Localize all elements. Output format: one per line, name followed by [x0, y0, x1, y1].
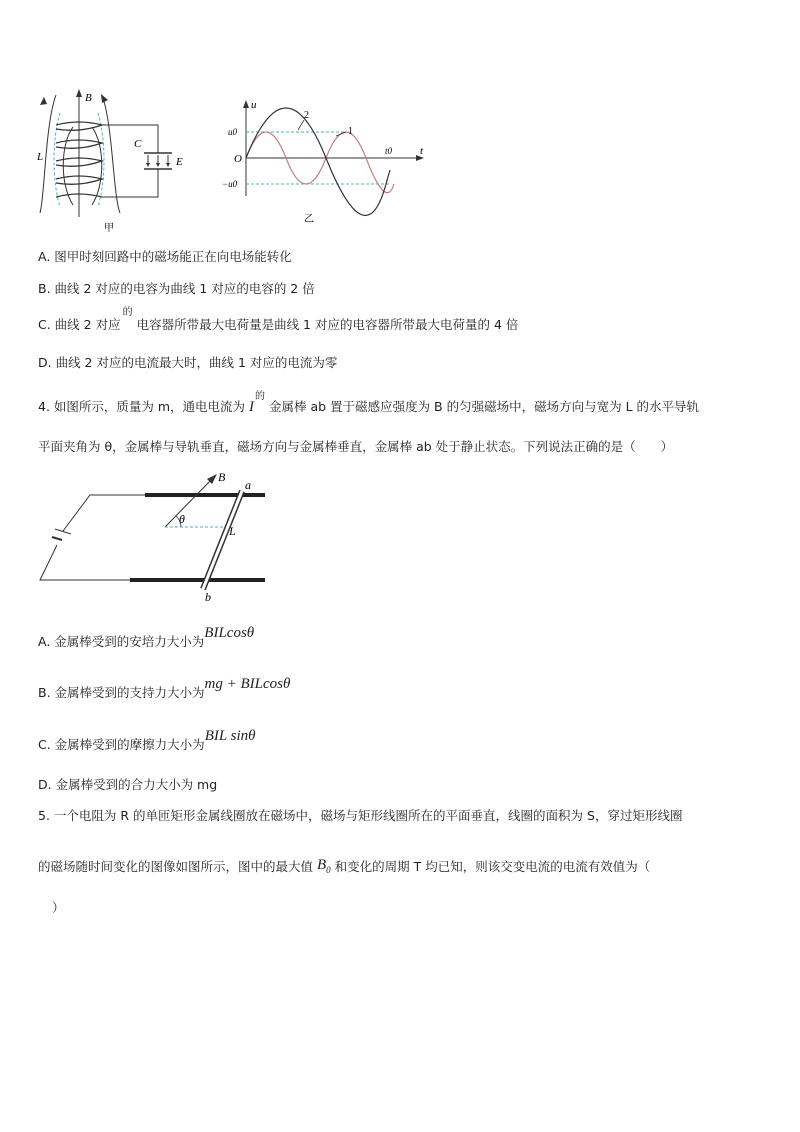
- q4-option-b: [38, 676, 291, 702]
- q4-option-c-formula: BIL sinθ: [204, 728, 256, 744]
- q5-stem-part1: 的磁场随时间变化的图像如图所示，图中的最大值: [38, 859, 314, 874]
- label-rail-l: L: [229, 524, 236, 538]
- q4-stem-part2: 金属棒 ab 置于磁感应强度为 B 的匀强磁场中，磁场方向与宽为 L 的水平导轨: [269, 399, 700, 414]
- caption-yi: 乙: [304, 214, 314, 225]
- q3-option-d: D. 曲线 2 对应的电流最大时，曲线 1 对应的电流为零: [38, 355, 338, 370]
- q4-stem-sup: 的: [255, 391, 266, 402]
- q4-option-d: D. 金属棒受到的合力大小为 mg: [38, 777, 218, 792]
- q4-stem-line2: 平面夹角为 θ，金属棒与导轨垂直，磁场方向与金属棒垂直，金属棒 ab 处于静止状态。下列说法正确的是（ ）: [38, 439, 674, 454]
- label-theta: θ: [179, 512, 185, 526]
- q5-stem-part2: 和变化的周期 T 均已知，则该交变电流的电流有效值为（: [334, 859, 651, 874]
- q4-option-b-formula: mg + BILcosθ: [204, 676, 291, 692]
- q5-b0-symbol: [317, 857, 331, 873]
- label-c: C: [134, 138, 142, 150]
- q4-option-a-formula: BILcosθ: [204, 625, 255, 641]
- label-curve-1: 1: [348, 126, 353, 137]
- q3-option-b: B. 曲线 2 对应的电容为曲线 1 对应的电容的 2 倍: [38, 281, 315, 296]
- caption-jia: 甲: [104, 223, 114, 234]
- q5-stem-line3: ）: [52, 900, 65, 915]
- q3-option-c-part1: C. 曲线 2 对应: [38, 317, 121, 332]
- q4-option-b-text: B. 金属棒受到的支持力大小为: [38, 685, 205, 700]
- q3-option-c: [38, 307, 519, 333]
- label-u0: u0: [228, 127, 237, 137]
- label-u: u: [251, 99, 257, 111]
- q5-stem-line1: 5. 一个电阻为 R 的单匝矩形金属线圈放在磁场中，磁场与矩形线圈所在的平面垂直，线圈的面积为 S，穿过矩形线圈: [38, 808, 683, 823]
- q5-b0-letter: B: [317, 857, 327, 873]
- figure-jia-lc-circuit: [30, 85, 210, 235]
- label-t: t: [420, 145, 424, 157]
- label-curve-2: 2: [304, 110, 309, 121]
- label-neg-u0: −u0: [222, 179, 238, 189]
- curve-1-black: [246, 108, 390, 215]
- q4-option-a-text: A. 金属棒受到的安培力大小为: [38, 634, 205, 649]
- q4-stem-line1: [38, 391, 700, 416]
- label-o: O: [234, 153, 242, 165]
- label-b-end: b: [205, 590, 211, 604]
- q3-option-c-sup: 的: [122, 307, 133, 318]
- q4-option-c-text: C. 金属棒受到的摩擦力大小为: [38, 737, 205, 752]
- figure-rail-circuit: [35, 465, 275, 605]
- q4-stem-part1: 4. 如图所示，质量为 m，通电电流为: [38, 399, 246, 414]
- q5-b0-subscript: 0: [326, 865, 331, 875]
- figure-yi-waveforms: [220, 88, 430, 233]
- label-rail-b: B: [218, 470, 226, 484]
- label-b: B: [85, 92, 92, 104]
- q3-option-c-part2: 电容器所带最大电荷量是曲线 1 对应的电容器所带最大电荷量的 4 倍: [136, 317, 519, 332]
- label-e: E: [176, 156, 183, 168]
- label-t0: t0: [385, 146, 393, 156]
- label-a: a: [245, 478, 251, 492]
- q5-stem-line2: [38, 857, 650, 877]
- q4-option-a: [38, 625, 255, 651]
- q3-option-a: A. 图甲时刻回路中的磁场能正在向电场能转化: [38, 249, 292, 264]
- q4-current-symbol: I: [249, 399, 255, 415]
- q4-option-c: [38, 728, 256, 754]
- label-l: L: [37, 151, 44, 163]
